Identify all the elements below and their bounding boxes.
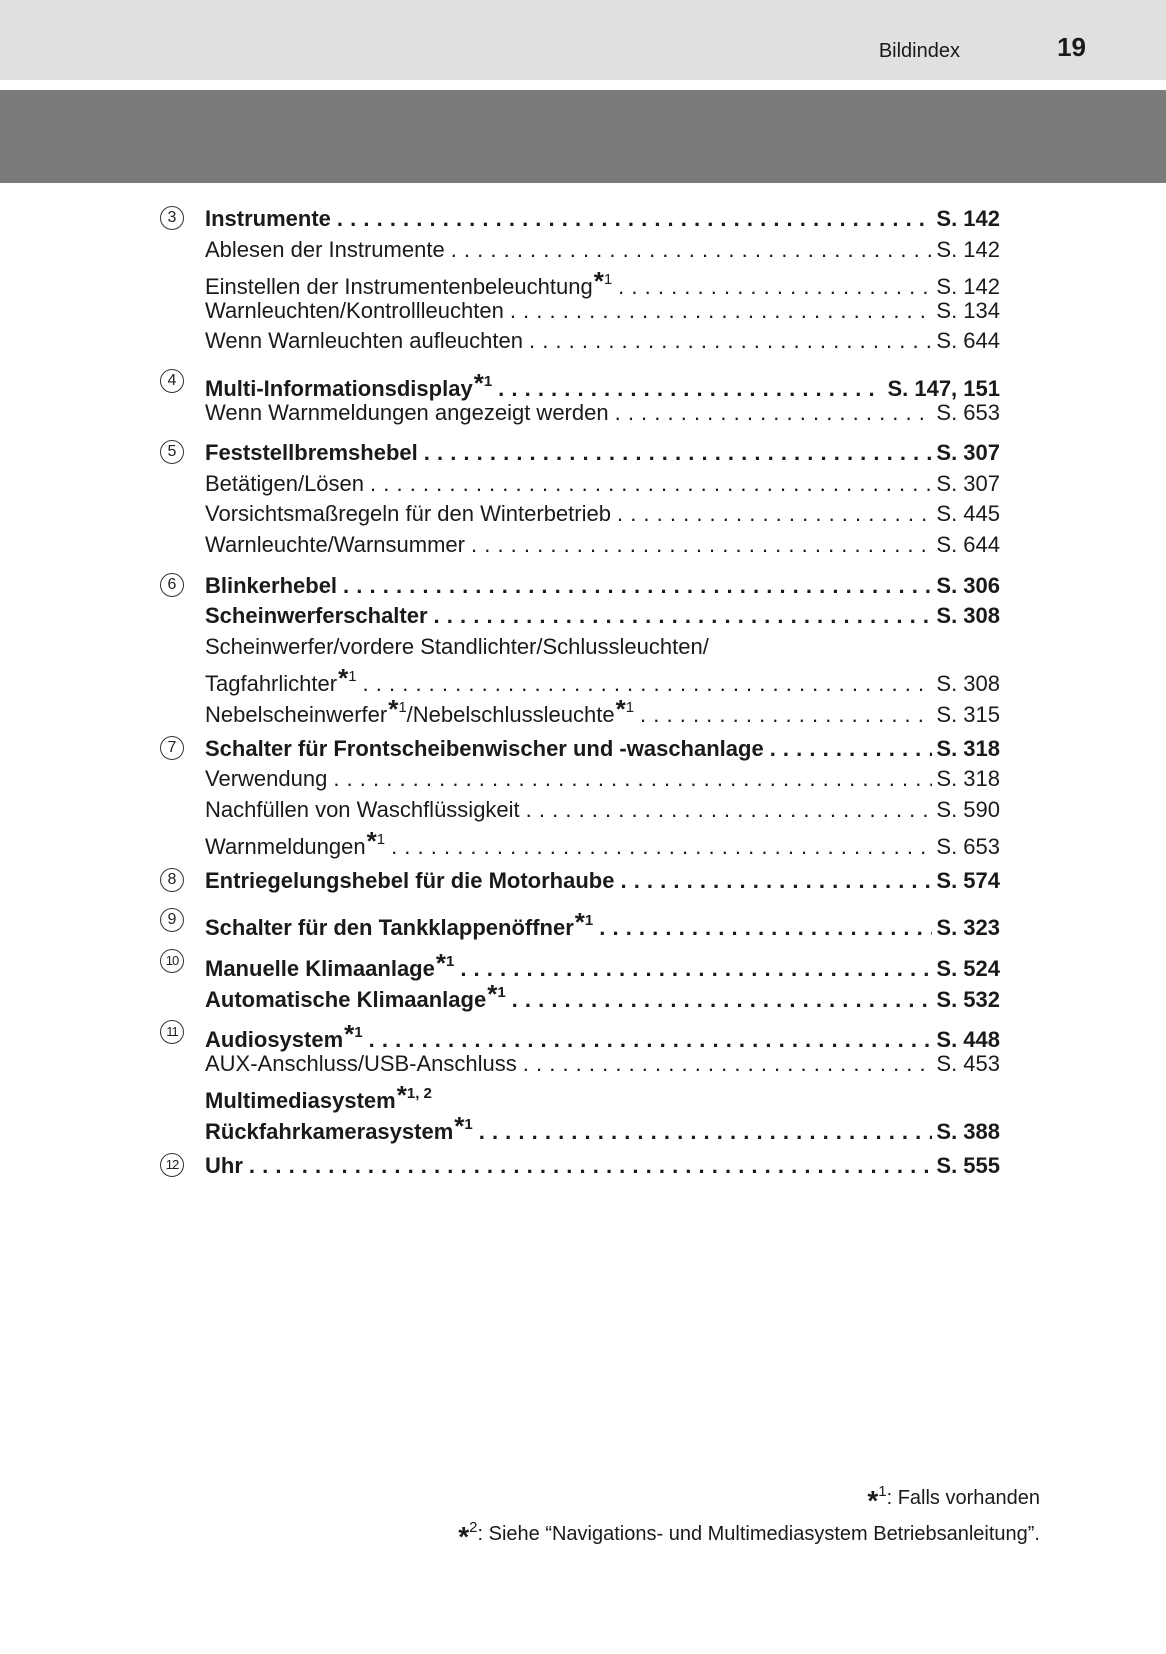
index-group xyxy=(160,866,1000,897)
entry-label: Entriegelungshebel für die Motorhaube xyxy=(205,867,615,893)
dot-leader xyxy=(510,296,933,327)
entry-label: Blinkerhebel xyxy=(205,572,338,598)
index-list xyxy=(160,204,1000,1191)
index-entry[interactable] xyxy=(205,367,1000,401)
footnote-marker: *1 xyxy=(487,978,506,1009)
dot-leader xyxy=(460,954,932,985)
page-reference[interactable]: S. 453 xyxy=(936,1050,1000,1076)
footnote-marker: *1 xyxy=(454,1111,473,1142)
dot-leader xyxy=(617,499,932,530)
footnote-marker: *1 xyxy=(366,826,386,857)
page-reference[interactable]: S. 388 xyxy=(936,1119,1000,1145)
dot-leader xyxy=(391,832,932,863)
entry-label: Scheinwerfer/vordere Standlichter/Schlussleuchten/ xyxy=(205,633,709,659)
index-group xyxy=(160,438,1000,560)
index-entry[interactable] xyxy=(205,469,1000,500)
index-entry[interactable] xyxy=(205,265,1000,300)
page-reference[interactable]: S. 653 xyxy=(936,399,1000,425)
index-entry[interactable] xyxy=(205,296,1000,327)
dot-leader xyxy=(620,866,932,897)
entry-label: Warnleuchten/Kontrollleuchten xyxy=(205,297,504,323)
page-reference[interactable]: S. 590 xyxy=(936,796,1000,822)
dot-leader xyxy=(529,326,932,357)
page-reference[interactable]: S. 445 xyxy=(936,501,1000,527)
page-reference[interactable]: S. 307 xyxy=(936,470,1000,496)
page-reference[interactable]: S. 318 xyxy=(936,735,1000,761)
index-entry[interactable] xyxy=(205,235,1000,266)
entry-label: Automatische Klimaanlage$^{*1}$ xyxy=(205,978,506,1012)
entry-label: Instrumente xyxy=(205,206,331,231)
index-entry[interactable] xyxy=(205,398,1000,429)
dot-leader xyxy=(424,438,933,469)
page-reference[interactable]: S. 524 xyxy=(936,956,1000,982)
index-entry[interactable] xyxy=(205,326,1000,357)
index-group xyxy=(160,906,1000,941)
entry-label: AUX-Anschluss/USB-Anschluss xyxy=(205,1050,517,1076)
index-group xyxy=(160,1151,1000,1182)
page-reference[interactable]: S. 318 xyxy=(936,766,1000,792)
page-number: 19 xyxy=(1057,32,1086,62)
index-entry[interactable] xyxy=(205,438,1000,469)
footnote-1: *$^1$: Falls vorhanden xyxy=(867,1483,1040,1516)
page-reference[interactable]: S. 574 xyxy=(936,867,1000,893)
page-reference[interactable]: S. 532 xyxy=(936,986,1000,1012)
header-band xyxy=(0,0,1166,80)
footnote-marker: *1, 2 xyxy=(396,1080,432,1111)
dot-leader xyxy=(599,913,932,944)
footnote-marker: *1 xyxy=(344,1019,363,1050)
footnote-marker: *1 xyxy=(574,907,594,938)
index-group xyxy=(160,367,1000,428)
index-group xyxy=(160,204,1000,357)
entry-label: Wenn Warnleuchten aufleuchten xyxy=(205,328,523,354)
entry-label: Nebelscheinwerfer$^{*1}$/Nebelschlussleuchte$^{*1}$ xyxy=(205,693,635,727)
dot-leader xyxy=(770,734,933,765)
index-entry[interactable] xyxy=(205,601,1000,632)
page-reference[interactable]: S. 653 xyxy=(936,834,1000,860)
dot-leader xyxy=(333,764,932,795)
index-entry[interactable] xyxy=(205,1110,1000,1145)
dot-leader xyxy=(512,985,933,1016)
dot-leader xyxy=(249,1151,933,1182)
page-reference[interactable]: S. 323 xyxy=(936,915,1000,941)
dot-leader xyxy=(479,1117,933,1148)
index-entry[interactable] xyxy=(205,764,1000,795)
index-entry[interactable] xyxy=(205,571,1000,602)
dot-leader xyxy=(434,601,933,632)
entry-label: Multimediasystem$^{*1, 2}$ xyxy=(205,1080,432,1114)
index-entry[interactable] xyxy=(205,906,1000,941)
dot-leader xyxy=(343,571,932,602)
header-divider xyxy=(0,80,1166,90)
entry-label: Verwendung xyxy=(205,766,328,792)
page-reference[interactable]: S. 308 xyxy=(936,671,1000,697)
footnote-marker: *1 xyxy=(615,693,635,724)
page-reference[interactable]: S. 306 xyxy=(936,572,1000,598)
item-number-badge: 10 xyxy=(160,949,184,973)
entry-label: Schalter für den Tankklappenöffner$^{*1}$ xyxy=(205,907,594,941)
entry-label: Schalter für Frontscheibenwischer und -waschanlage xyxy=(205,735,764,761)
dot-leader xyxy=(451,235,933,266)
entry-label: Einstellen der Instrumentenbeleuchtung$^{*1}$ xyxy=(205,266,613,300)
entry-label: Vorsichtsmaßregeln für den Winterbetrieb xyxy=(205,501,611,527)
footnotes xyxy=(458,1474,1040,1552)
page-reference[interactable]: S. 448 xyxy=(936,1027,1000,1053)
item-number-badge: 4 xyxy=(160,369,184,393)
item-number-badge: 6 xyxy=(160,573,184,597)
page-reference[interactable]: S. 308 xyxy=(936,603,1000,629)
dot-leader xyxy=(337,204,932,235)
page-reference[interactable]: S. 644 xyxy=(936,531,1000,557)
index-group xyxy=(160,1018,1000,1145)
page-reference[interactable]: S. 142 xyxy=(936,206,1000,231)
dot-leader xyxy=(471,530,932,561)
entry-label: Audiosystem$^{*1}$ xyxy=(205,1019,363,1053)
entry-label: Warnleuchte/Warnsummer xyxy=(205,531,465,557)
entry-label: Wenn Warnmeldungen angezeigt werden xyxy=(205,399,609,425)
entry-label: Warnmeldungen$^{*1}$ xyxy=(205,826,386,860)
index-entry[interactable] xyxy=(205,530,1000,561)
dot-leader xyxy=(370,469,932,500)
item-number-badge: 9 xyxy=(160,908,184,932)
entry-label: Uhr xyxy=(205,1152,243,1178)
page-reference[interactable]: S. 134 xyxy=(936,297,1000,323)
index-entry[interactable] xyxy=(205,1079,1000,1114)
item-number-badge: 11 xyxy=(160,1020,184,1044)
dot-leader xyxy=(615,398,933,429)
page-reference[interactable]: S. 315 xyxy=(936,701,1000,727)
index-entry[interactable] xyxy=(205,866,1000,897)
dot-leader xyxy=(640,700,932,731)
entry-label: Scheinwerferschalter xyxy=(205,603,428,629)
footnote-marker: *1 xyxy=(388,693,407,724)
index-group xyxy=(160,571,1000,727)
index-group xyxy=(160,947,1000,1012)
page-reference[interactable]: S. 147, 151 xyxy=(887,375,1000,401)
page-reference[interactable]: S. 142 xyxy=(936,274,1000,300)
index-entry[interactable] xyxy=(205,825,1000,860)
entry-label: Manuelle Klimaanlage$^{*1}$ xyxy=(205,948,455,982)
footnote-marker: *1 xyxy=(593,266,613,297)
index-entry[interactable] xyxy=(205,1018,1000,1053)
page-reference[interactable]: S. 142 xyxy=(936,236,1000,262)
index-entry[interactable] xyxy=(205,662,1000,697)
footnote-2: *$^2$: Siehe “Navigations- und Multimediasystem Betriebsanleitung”. xyxy=(458,1519,1040,1552)
footnote-marker: *1 xyxy=(473,367,493,398)
item-number-badge: 5 xyxy=(160,440,184,464)
index-entry[interactable] xyxy=(205,947,1000,982)
page-reference[interactable]: S. 644 xyxy=(936,328,1000,354)
entry-label: Feststellbremshebel xyxy=(205,440,418,466)
index-entry[interactable] xyxy=(205,1151,1000,1182)
item-number-badge: 7 xyxy=(160,736,184,760)
dot-leader xyxy=(523,1049,933,1080)
entry-label: Rückfahrkamerasystem$^{*1}$ xyxy=(205,1111,473,1145)
item-number-badge: 12 xyxy=(160,1153,184,1177)
index-entry[interactable] xyxy=(205,1049,1000,1080)
footnote-marker: *1 xyxy=(338,663,357,694)
page-reference[interactable]: S. 555 xyxy=(936,1152,1000,1178)
footnote-marker: *1 xyxy=(435,948,455,979)
entry-label: Ablesen der Instrumente xyxy=(205,236,445,262)
entry-label: Nachfüllen von Waschflüssigkeit xyxy=(205,796,520,822)
index-entry[interactable] xyxy=(205,632,1000,663)
entry-label: Multi-Informationsdisplay$^{*1}$ xyxy=(205,367,493,401)
section-title: Bildindex xyxy=(878,40,960,62)
index-entry[interactable] xyxy=(205,795,1000,826)
index-entry[interactable] xyxy=(205,734,1000,765)
item-number-badge: 3 xyxy=(160,206,184,230)
dot-leader xyxy=(526,795,933,826)
index-entry[interactable] xyxy=(205,499,1000,530)
index-group xyxy=(160,734,1000,860)
index-entry[interactable] xyxy=(205,204,1000,235)
entry-label: Tagfahrlichter$^{*1}$ xyxy=(205,663,357,697)
item-number-badge: 8 xyxy=(160,868,184,892)
entry-label: Betätigen/Lösen xyxy=(205,470,365,496)
page-reference[interactable]: S. 307 xyxy=(936,440,1000,466)
gray-banner xyxy=(0,90,1166,183)
